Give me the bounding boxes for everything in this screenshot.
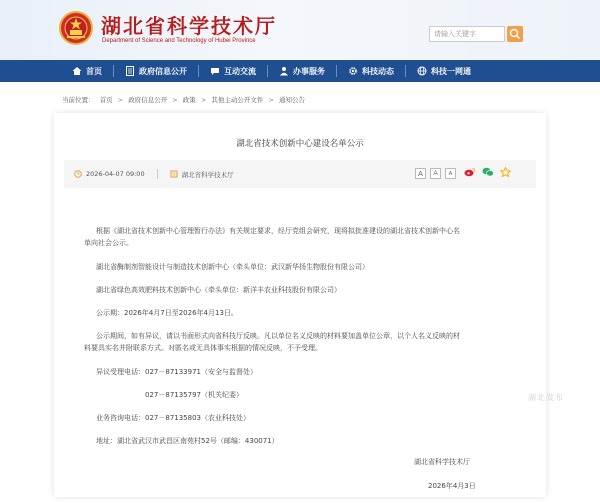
search-button[interactable] xyxy=(507,26,523,42)
nav-label: 办事服务 xyxy=(293,66,325,76)
nav-label: 科技一网通 xyxy=(431,66,471,76)
clock-icon xyxy=(74,170,82,178)
consult-phone-label: 业务咨询电话： xyxy=(96,414,145,422)
nav-label: 政府信息公开 xyxy=(139,66,187,76)
nav-item-one-network[interactable] xyxy=(411,60,477,82)
nav-divider xyxy=(405,65,406,77)
favorite-star-icon[interactable] xyxy=(500,167,511,177)
breadcrumb-item[interactable]: 首页 xyxy=(99,96,113,104)
globe-icon xyxy=(417,66,427,76)
font-medium-button[interactable]: A xyxy=(430,168,441,179)
document-icon xyxy=(125,66,135,76)
source-icon xyxy=(170,170,178,178)
nav-label: 互动交流 xyxy=(224,66,256,76)
objection-phone-1: 027－87133971（安全与监督处） xyxy=(145,368,257,376)
article-meta-bar xyxy=(64,160,536,188)
breadcrumb-item[interactable]: 通知公告 xyxy=(279,96,306,104)
nav-divider xyxy=(198,65,199,77)
home-icon xyxy=(72,66,82,76)
consult-phone-row xyxy=(96,412,250,424)
nav-item-services[interactable] xyxy=(273,60,331,82)
address-line: 地址：湖北省武汉市武昌区南苑村52号（邮编：430071） xyxy=(96,437,279,445)
paragraph-objection-line2: 料要具实名并附联系方式。对匿名或无具体事实根据的情况反映，不予受理。 xyxy=(84,344,322,352)
nav-divider xyxy=(113,65,114,77)
publish-date: 2026-04-07 09:00 xyxy=(86,170,145,178)
national-emblem-icon xyxy=(59,11,93,45)
site-title[interactable]: 湖北省科学技术厅 xyxy=(101,14,277,38)
nav-item-news[interactable] xyxy=(342,60,400,82)
font-small-button[interactable]: A xyxy=(445,168,456,179)
paragraph-center-1: 湖北省酶制剂智能设计与制造技术创新中心（牵头单位：武汉新华扬生物股份有限公司） xyxy=(96,263,369,271)
person-icon xyxy=(279,66,289,76)
objection-phone-row xyxy=(96,366,257,378)
signature-date: 2026年4月3日 xyxy=(428,482,476,490)
search-icon xyxy=(507,26,523,42)
breadcrumb-separator: > xyxy=(200,96,207,104)
nav-label: 科技动态 xyxy=(362,66,394,76)
search-input[interactable]: 请输入关键字 xyxy=(429,26,505,42)
main-nav xyxy=(0,60,600,82)
nav-divider xyxy=(336,65,337,77)
article-panel xyxy=(54,113,546,497)
nav-label: 首页 xyxy=(86,66,102,76)
article-title: 湖北省技术创新中心建设名单公示 xyxy=(236,139,364,149)
paragraph-objection-line1: 公示期间，如有异议，请以书面形式向省科技厅反映。凡以单位名义反映的材料要加盖单位公章，以个人名义反映的材 xyxy=(96,332,460,340)
objection-phone-2: 027－87135797（机关纪委） xyxy=(145,391,243,399)
watermark-text: 湖北发布 xyxy=(528,393,564,402)
breadcrumb-separator: > xyxy=(268,96,274,104)
nav-divider xyxy=(267,65,268,77)
paragraph-period: 公示期：2026年4月7日至2026年4月13日。 xyxy=(96,309,238,317)
font-large-button[interactable]: A xyxy=(415,168,426,179)
breadcrumb-separator: > xyxy=(117,96,124,104)
paragraph-center-2: 湖北省绿色高效肥料技术创新中心（牵头单位：新洋丰农业科技股份有限公司） xyxy=(96,286,341,294)
breadcrumb-item[interactable]: 政府信息公开 xyxy=(128,96,168,104)
share-buttons xyxy=(464,167,517,177)
objection-phone-label: 异议受理电话： xyxy=(96,368,145,376)
gear-icon xyxy=(348,66,358,76)
paragraph-basis-line2: 单向社会公示。 xyxy=(84,239,133,247)
site-subtitle: Department of Science and Technology of Hubei Province xyxy=(102,38,256,44)
breadcrumb xyxy=(62,95,308,104)
article-source: 湖北省科学技术厅 xyxy=(181,170,234,179)
consult-phone: 027－87135803（农业科技处） xyxy=(145,414,250,422)
signature-org: 湖北省科学技术厅 xyxy=(414,458,470,466)
nav-item-home[interactable] xyxy=(66,60,108,82)
breadcrumb-item[interactable]: 其他主动公开文件 xyxy=(211,96,264,104)
breadcrumb-separator: > xyxy=(172,96,178,104)
weibo-icon[interactable] xyxy=(464,167,476,177)
nav-item-gov-info[interactable] xyxy=(119,60,193,82)
meta-divider xyxy=(157,169,158,179)
breadcrumb-prefix: 当前位置： xyxy=(62,96,95,104)
nav-item-interaction[interactable] xyxy=(204,60,262,82)
site-header xyxy=(0,0,600,60)
chat-icon xyxy=(210,66,220,76)
wechat-icon[interactable] xyxy=(482,167,494,177)
font-size-controls xyxy=(415,168,460,179)
breadcrumb-item[interactable]: 政策 xyxy=(182,96,196,104)
paragraph-basis-line1: 根据《湖北省技术创新中心管理暂行办法》有关规定要求，经厅党组会研究，现将拟批准建设的湖北省技术创新中心名 xyxy=(96,227,460,235)
